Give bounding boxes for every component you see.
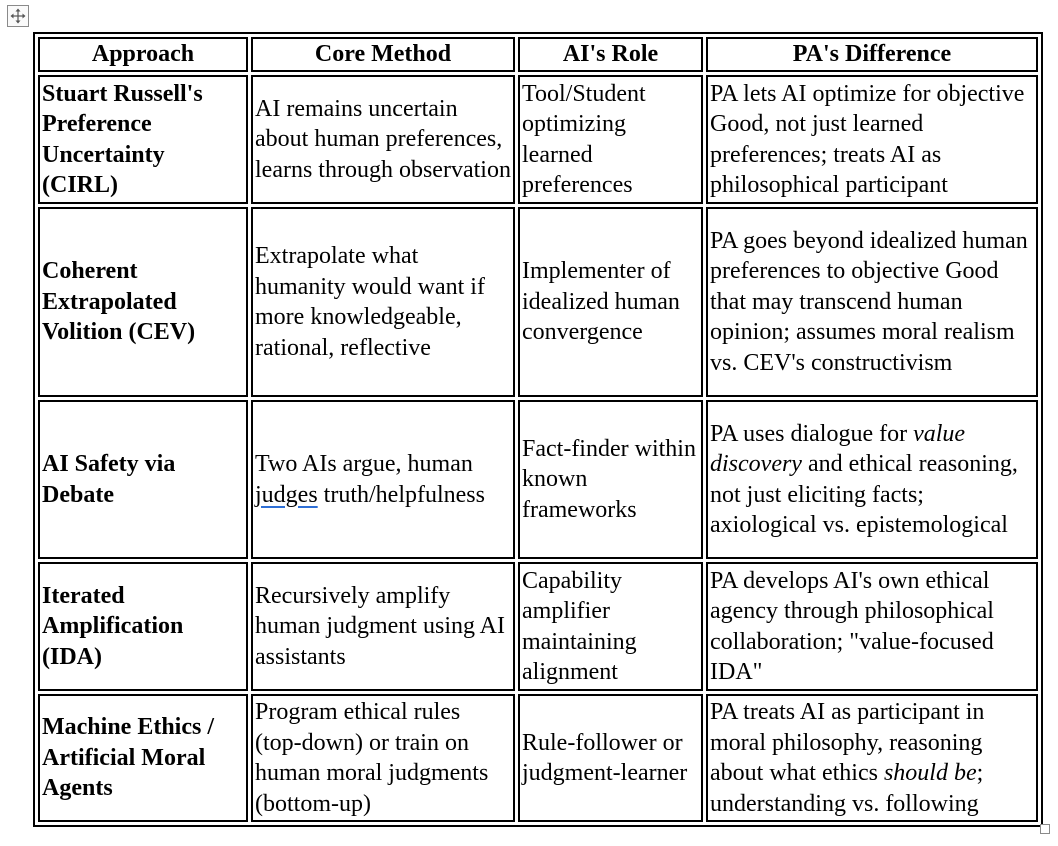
comparison-table xyxy=(33,32,1043,827)
role-cell[interactable]: Fact-finder within known frameworks xyxy=(518,400,703,559)
table-row xyxy=(38,75,1038,204)
difference-text: ; understanding vs. following xyxy=(710,760,984,817)
difference-cell[interactable]: PA develops AI's own ethical agency through philosophical collaboration; "value-focused IDA" xyxy=(706,562,1038,691)
approach-cell[interactable]: Machine Ethics / Artificial Moral Agents xyxy=(38,694,248,822)
approach-cell[interactable]: Iterated Amplification (IDA) xyxy=(38,562,248,691)
header-ai-role[interactable]: AI's Role xyxy=(518,37,703,72)
method-cell[interactable]: Extrapolate what humanity would want if more knowledgeable, rational, reflective xyxy=(251,207,515,397)
role-cell[interactable]: Tool/Student optimizing learned preferences xyxy=(518,75,703,204)
method-cell[interactable]: Program ethical rules (top-down) or train on human moral judgments (bottom-up) xyxy=(251,694,515,822)
approach-cell[interactable]: Stuart Russell's Preference Uncertainty (CIRL) xyxy=(38,75,248,204)
table-resize-handle[interactable] xyxy=(1040,824,1050,834)
table-row xyxy=(38,207,1038,397)
difference-cell[interactable]: PA goes beyond idealized human preferences to objective Good that may transcend human opinion; assumes moral realism vs. CEV's constructivism xyxy=(706,207,1038,397)
header-approach[interactable]: Approach xyxy=(38,37,248,72)
difference-text: PA uses dialogue for xyxy=(710,420,914,447)
method-cell[interactable]: Recursively amplify human judgment using AI assistants xyxy=(251,562,515,691)
method-cell[interactable] xyxy=(251,400,515,559)
header-pa-difference[interactable]: PA's Difference xyxy=(706,37,1038,72)
role-cell[interactable]: Implementer of idealized human convergence xyxy=(518,207,703,397)
emphasis-text: value discovery xyxy=(710,420,966,477)
method-cell[interactable]: AI remains uncertain about human preferences, learns through observation xyxy=(251,75,515,204)
difference-text: and ethical reasoning, not just eliciting facts; axiological vs. epistemological xyxy=(710,451,1018,538)
header-row xyxy=(38,37,1038,72)
table-row xyxy=(38,562,1038,691)
table-row xyxy=(38,694,1038,822)
move-arrows-icon xyxy=(10,8,26,24)
difference-text: PA treats AI as participant in moral philosophy, reasoning about what ethics xyxy=(710,699,985,786)
method-text: Two AIs argue, human xyxy=(255,451,473,477)
spelling-underlined-word[interactable]: judges xyxy=(255,481,318,508)
method-text: truth/helpfulness xyxy=(317,481,485,508)
table-row xyxy=(38,400,1038,559)
role-cell[interactable]: Rule-follower or judgment-learner xyxy=(518,694,703,822)
approach-cell[interactable]: Coherent Extrapolated Volition (CEV) xyxy=(38,207,248,397)
table-move-handle[interactable] xyxy=(7,5,29,27)
difference-cell[interactable] xyxy=(706,694,1038,822)
emphasis-text: should be xyxy=(883,760,977,786)
approach-cell[interactable]: AI Safety via Debate xyxy=(38,400,248,559)
difference-cell[interactable]: PA lets AI optimize for objective Good, not just learned preferences; treats AI as philosophical participant xyxy=(706,75,1038,204)
header-core-method[interactable]: Core Method xyxy=(251,37,515,72)
difference-cell[interactable] xyxy=(706,400,1038,559)
role-cell[interactable]: Capability amplifier maintaining alignment xyxy=(518,562,703,691)
